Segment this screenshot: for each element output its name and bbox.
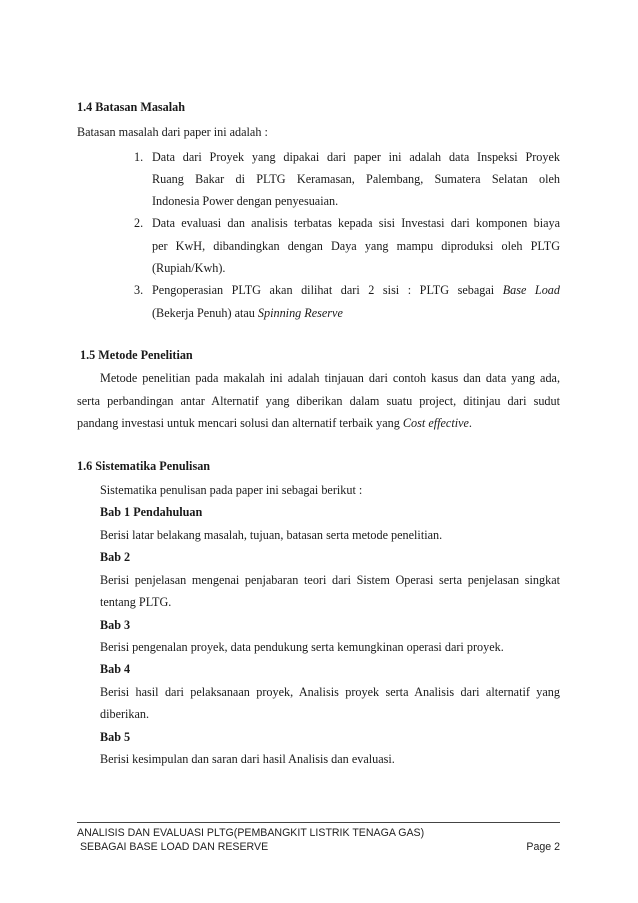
list-item-1-line-1: Data dari Proyek yang dipakai dari paper ini adalah data Inspeksi Proyek bbox=[152, 150, 560, 164]
page-number: Page 2 bbox=[526, 841, 560, 853]
term-spinning-reserve: Spinning Reserve bbox=[257, 306, 343, 320]
section-intro-1-6: Sistematika penulisan pada paper ini sebagai berikut : bbox=[100, 483, 363, 497]
section-heading-1-5: 1.5 Metode Penelitian bbox=[80, 348, 193, 362]
footer-title-line-1: ANALISIS DAN EVALUASI PLTG(PEMBANGKIT LISTRIK TENAGA GAS) bbox=[77, 827, 425, 839]
section-intro-1-4: Batasan masalah dari paper ini adalah : bbox=[77, 125, 268, 139]
bab-4-description-line-2: diberikan. bbox=[100, 707, 150, 721]
bab-1-description: Berisi latar belakang masalah, tujuan, batasan serta metode penelitian. bbox=[100, 528, 443, 542]
paragraph-1-5-line-3 bbox=[77, 415, 472, 432]
list-item-2-line-2: per KwH, dibandingkan dengan Daya yang mampu diproduksi oleh PLTG bbox=[152, 239, 560, 253]
bab-2-description-line-1: Berisi penjelasan mengenai penjabaran teori dari Sistem Operasi serta penjelasan singkat bbox=[100, 573, 560, 587]
bab-4-title: Bab 4 bbox=[100, 662, 131, 676]
footer-divider bbox=[77, 822, 560, 823]
term-cost-effective: Cost effective bbox=[402, 416, 469, 430]
list-number-3: 3. bbox=[134, 283, 144, 297]
paragraph-1-5-period: . bbox=[468, 416, 472, 430]
list-item-3-text: Pengoperasian PLTG akan dilihat dari 2 sisi : PLTG sebagai bbox=[152, 283, 503, 297]
list-item-3-text-2: (Bekerja Penuh) atau bbox=[152, 306, 258, 320]
list-item-1-line-2: Ruang Bakar di PLTG Keramasan, Palembang, Sumatera Selatan oleh bbox=[152, 172, 560, 186]
list-item-3-line-2 bbox=[152, 305, 343, 322]
list-number-1: 1. bbox=[134, 150, 144, 164]
section-heading-1-4: 1.4 Batasan Masalah bbox=[77, 100, 186, 114]
list-number-2: 2. bbox=[134, 216, 144, 230]
list-item-3-line-1 bbox=[152, 282, 560, 299]
list-item-1-line-3: Indonesia Power dengan penyesuaian. bbox=[152, 194, 339, 208]
section-heading-1-6: 1.6 Sistematika Penulisan bbox=[77, 459, 211, 473]
paragraph-1-5-line-1: Metode penelitian pada makalah ini adalah tinjauan dari contoh kasus dan data yang ada, bbox=[100, 371, 560, 385]
bab-2-description-line-2: tentang PLTG. bbox=[100, 595, 172, 609]
list-item-2-line-1: Data evaluasi dan analisis terbatas kepada sisi Investasi dari komponen biaya bbox=[152, 216, 560, 230]
bab-4-description-line-1: Berisi hasil dari pelaksanaan proyek, Analisis proyek serta Analisis dari alternatif yang bbox=[100, 685, 560, 699]
term-base-load: Base Load bbox=[502, 283, 560, 297]
footer-title-line-2: SEBAGAI BASE LOAD DAN RESERVE bbox=[77, 841, 269, 853]
paragraph-1-5-text: pandang investasi untuk mencari solusi dan alternatif terbaik yang bbox=[77, 416, 403, 430]
bab-3-description: Berisi pengenalan proyek, data pendukung serta kemungkinan operasi dari proyek. bbox=[100, 640, 504, 654]
bab-5-description: Berisi kesimpulan dan saran dari hasil Analisis dan evaluasi. bbox=[100, 752, 395, 766]
list-item-2-line-3: (Rupiah/Kwh). bbox=[152, 261, 226, 275]
bab-1-title: Bab 1 Pendahuluan bbox=[100, 505, 203, 519]
bab-3-title: Bab 3 bbox=[100, 618, 131, 632]
bab-2-title: Bab 2 bbox=[100, 550, 131, 564]
paragraph-1-5-line-2: serta perbandingan antar Alternatif yang diberikan dalam suatu project, ditinjau dari sudut bbox=[77, 394, 560, 408]
bab-5-title: Bab 5 bbox=[100, 730, 131, 744]
